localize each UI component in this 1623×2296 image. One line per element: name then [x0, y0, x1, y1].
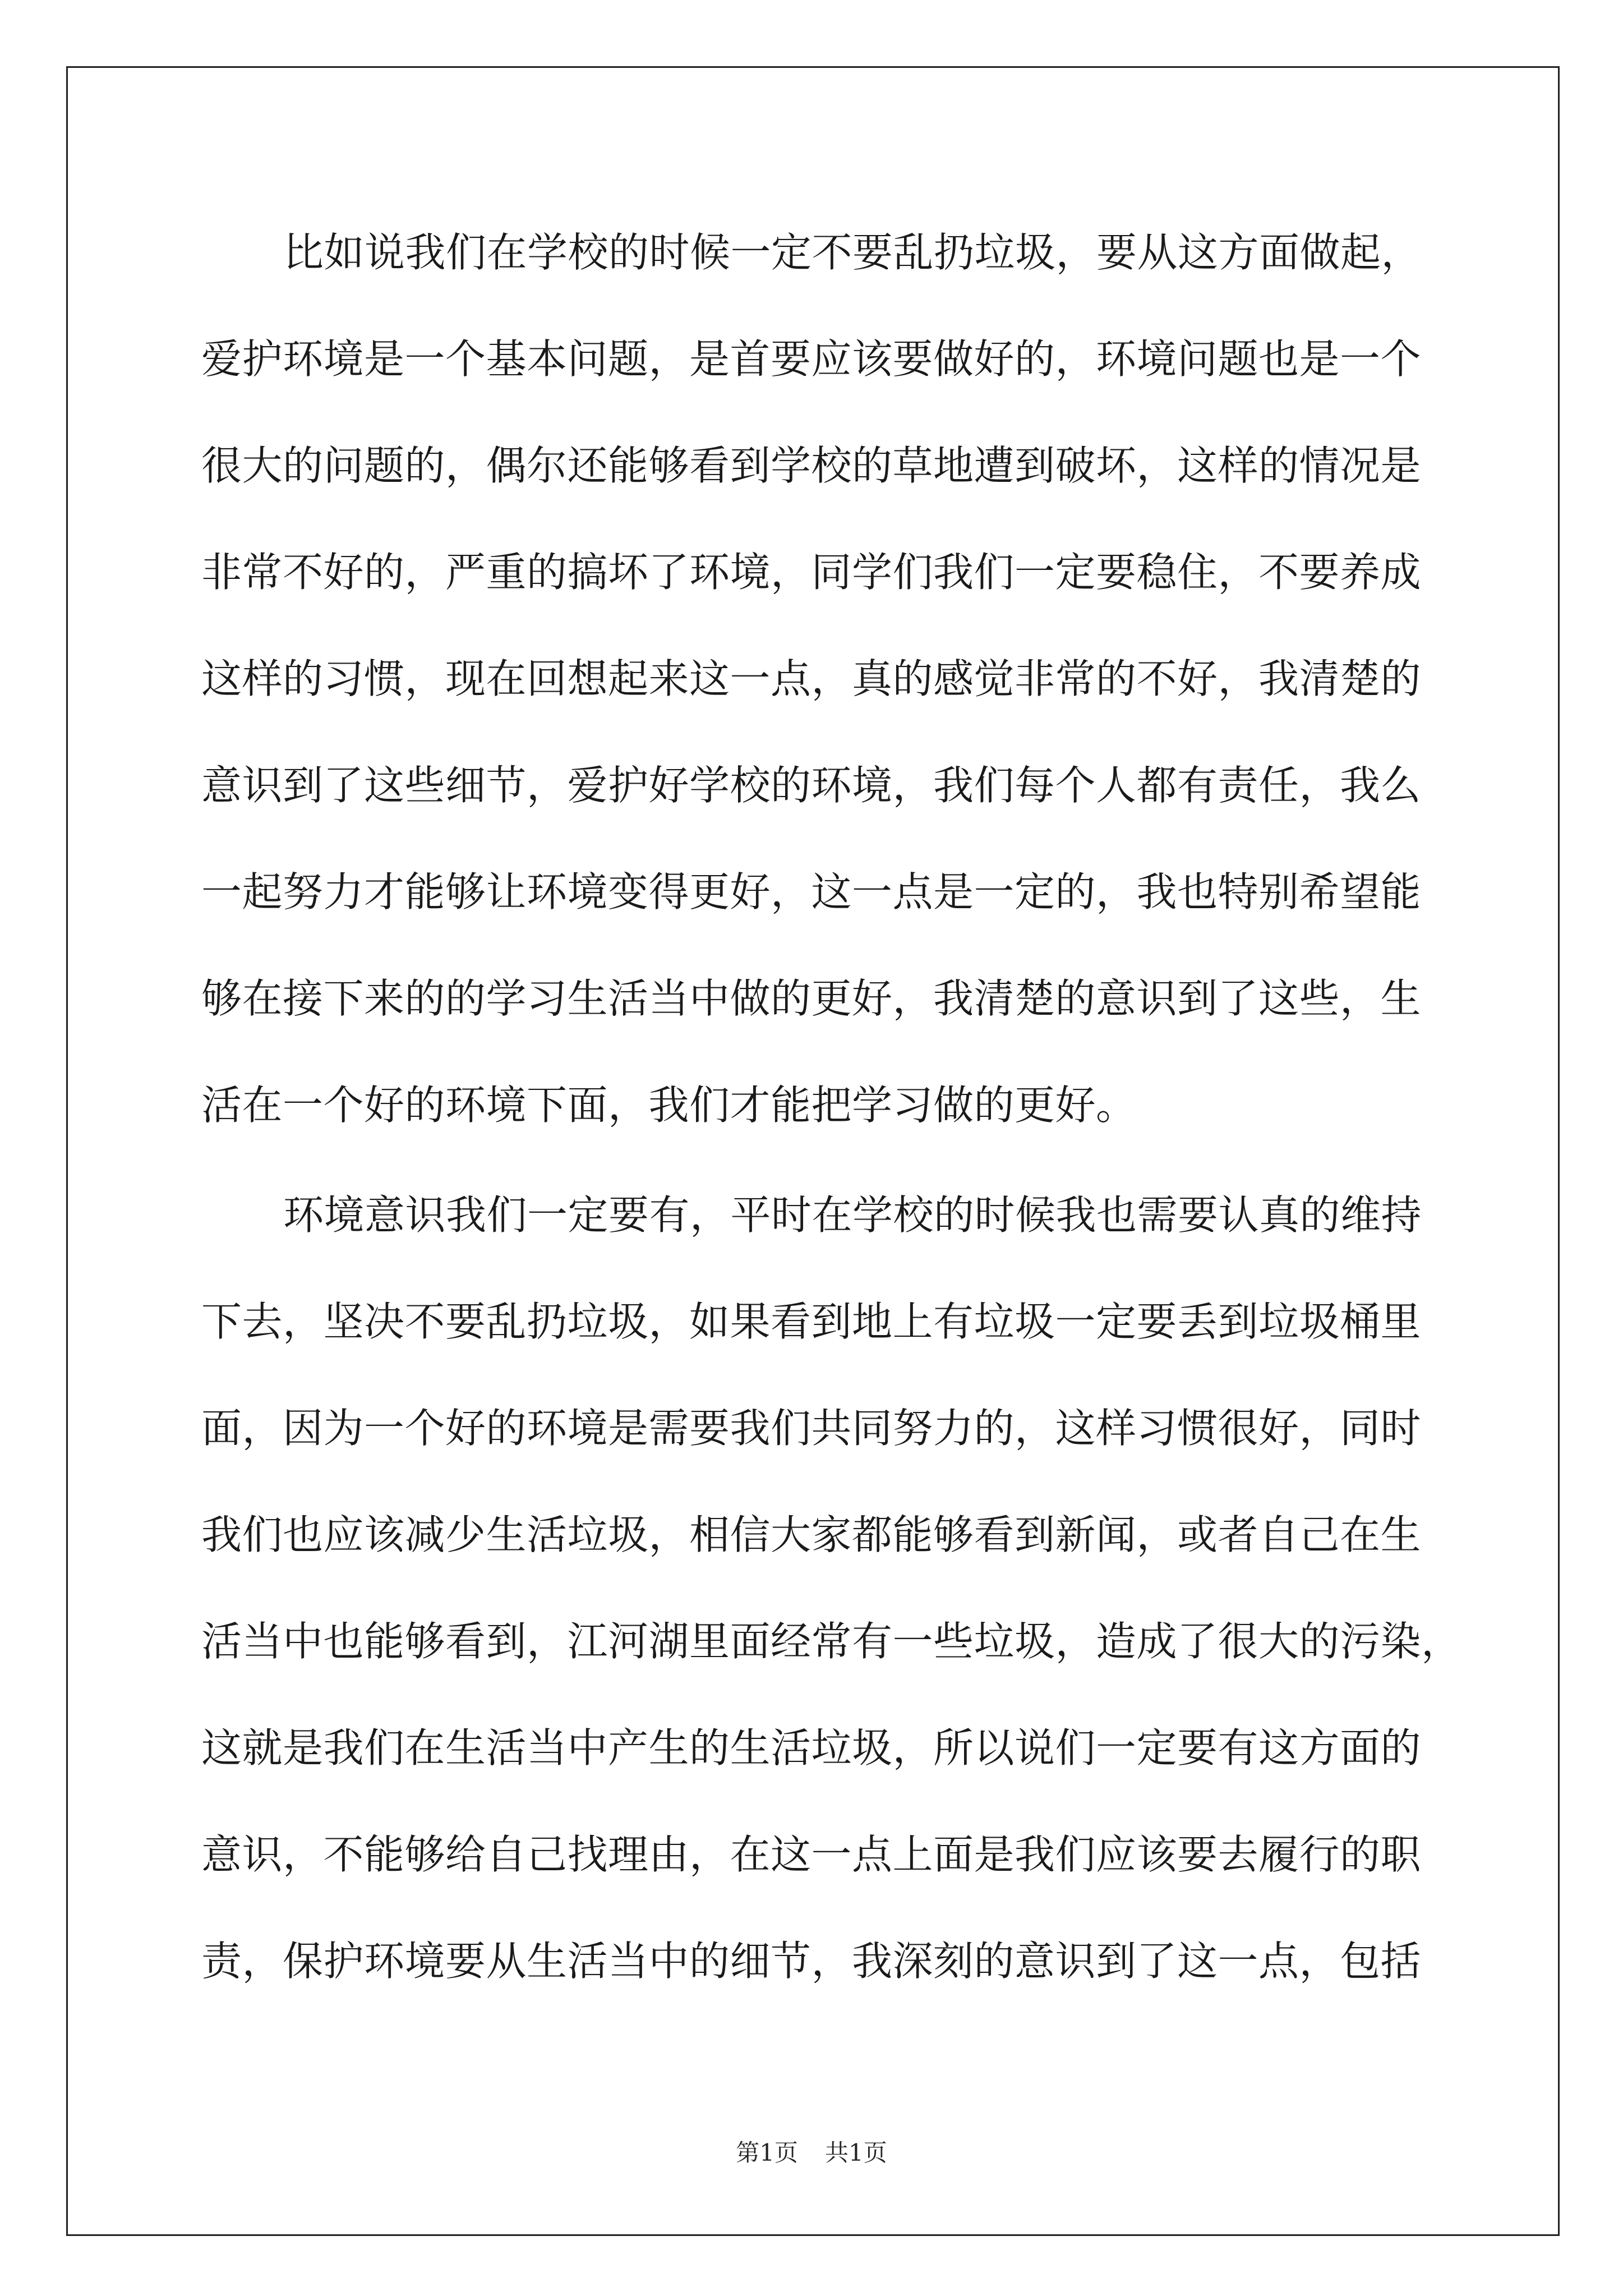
document-body	[201, 199, 1462, 2014]
text-line: 比如说我们在学校的时候一定不要乱扔垃圾，要从这方面做起，	[283, 229, 1422, 276]
text-line: 环境意识我们一定要有，平时在学校的时候我也需要认真的维持	[283, 1191, 1422, 1239]
text-line: 意识到了这些细节，爱护好学校的环境，我们每个人都有责任，我么	[201, 762, 1422, 809]
text-line: 很大的问题的，偶尔还能够看到学校的草地遭到破坏，这样的情况是	[201, 442, 1422, 489]
page-number-total: 共1页	[825, 2139, 887, 2166]
text-line: 意识，不能够给自己找理由，在这一点上面是我们应该要去履行的职	[201, 1831, 1422, 1878]
text-line: 下去，坚决不要乱扔垃圾，如果看到地上有垃圾一定要丢到垃圾桶里	[201, 1298, 1422, 1345]
text-line: 责，保护环境要从生活当中的细节，我深刻的意识到了这一点，包括	[201, 1938, 1422, 1985]
paragraph	[201, 1162, 1462, 2014]
text-line: 活当中也能够看到，江河湖里面经常有一些垃圾，造成了很大的污染，	[201, 1618, 1462, 1665]
text-line: 我们也应该减少生活垃圾，相信大家都能够看到新闻，或者自己在生	[201, 1511, 1422, 1558]
text-line: 活在一个好的环境下面，我们才能把学习做的更好。	[201, 1082, 1137, 1129]
text-line: 够在接下来的的学习生活当中做的更好，我清楚的意识到了这些，生	[201, 975, 1422, 1022]
page-number-current: 第1页	[736, 2139, 798, 2166]
text-line: 这就是我们在生活当中产生的生活垃圾，所以说们一定要有这方面的	[201, 1724, 1422, 1772]
paragraph	[201, 199, 1435, 1158]
page-footer	[0, 2137, 1623, 2169]
text-line: 爱护环境是一个基本问题，是首要应该要做好的，环境问题也是一个	[201, 335, 1422, 383]
text-line: 面，因为一个好的环境是需要我们共同努力的，这样习惯很好，同时	[201, 1405, 1422, 1452]
text-line: 这样的习惯，现在回想起来这一点，真的感觉非常的不好，我清楚的	[201, 655, 1422, 702]
text-line: 非常不好的，严重的搞坏了环境，同学们我们一定要稳住，不要养成	[201, 549, 1422, 596]
text-line: 一起努力才能够让环境变得更好，这一点是一定的，我也特别希望能	[201, 868, 1422, 915]
